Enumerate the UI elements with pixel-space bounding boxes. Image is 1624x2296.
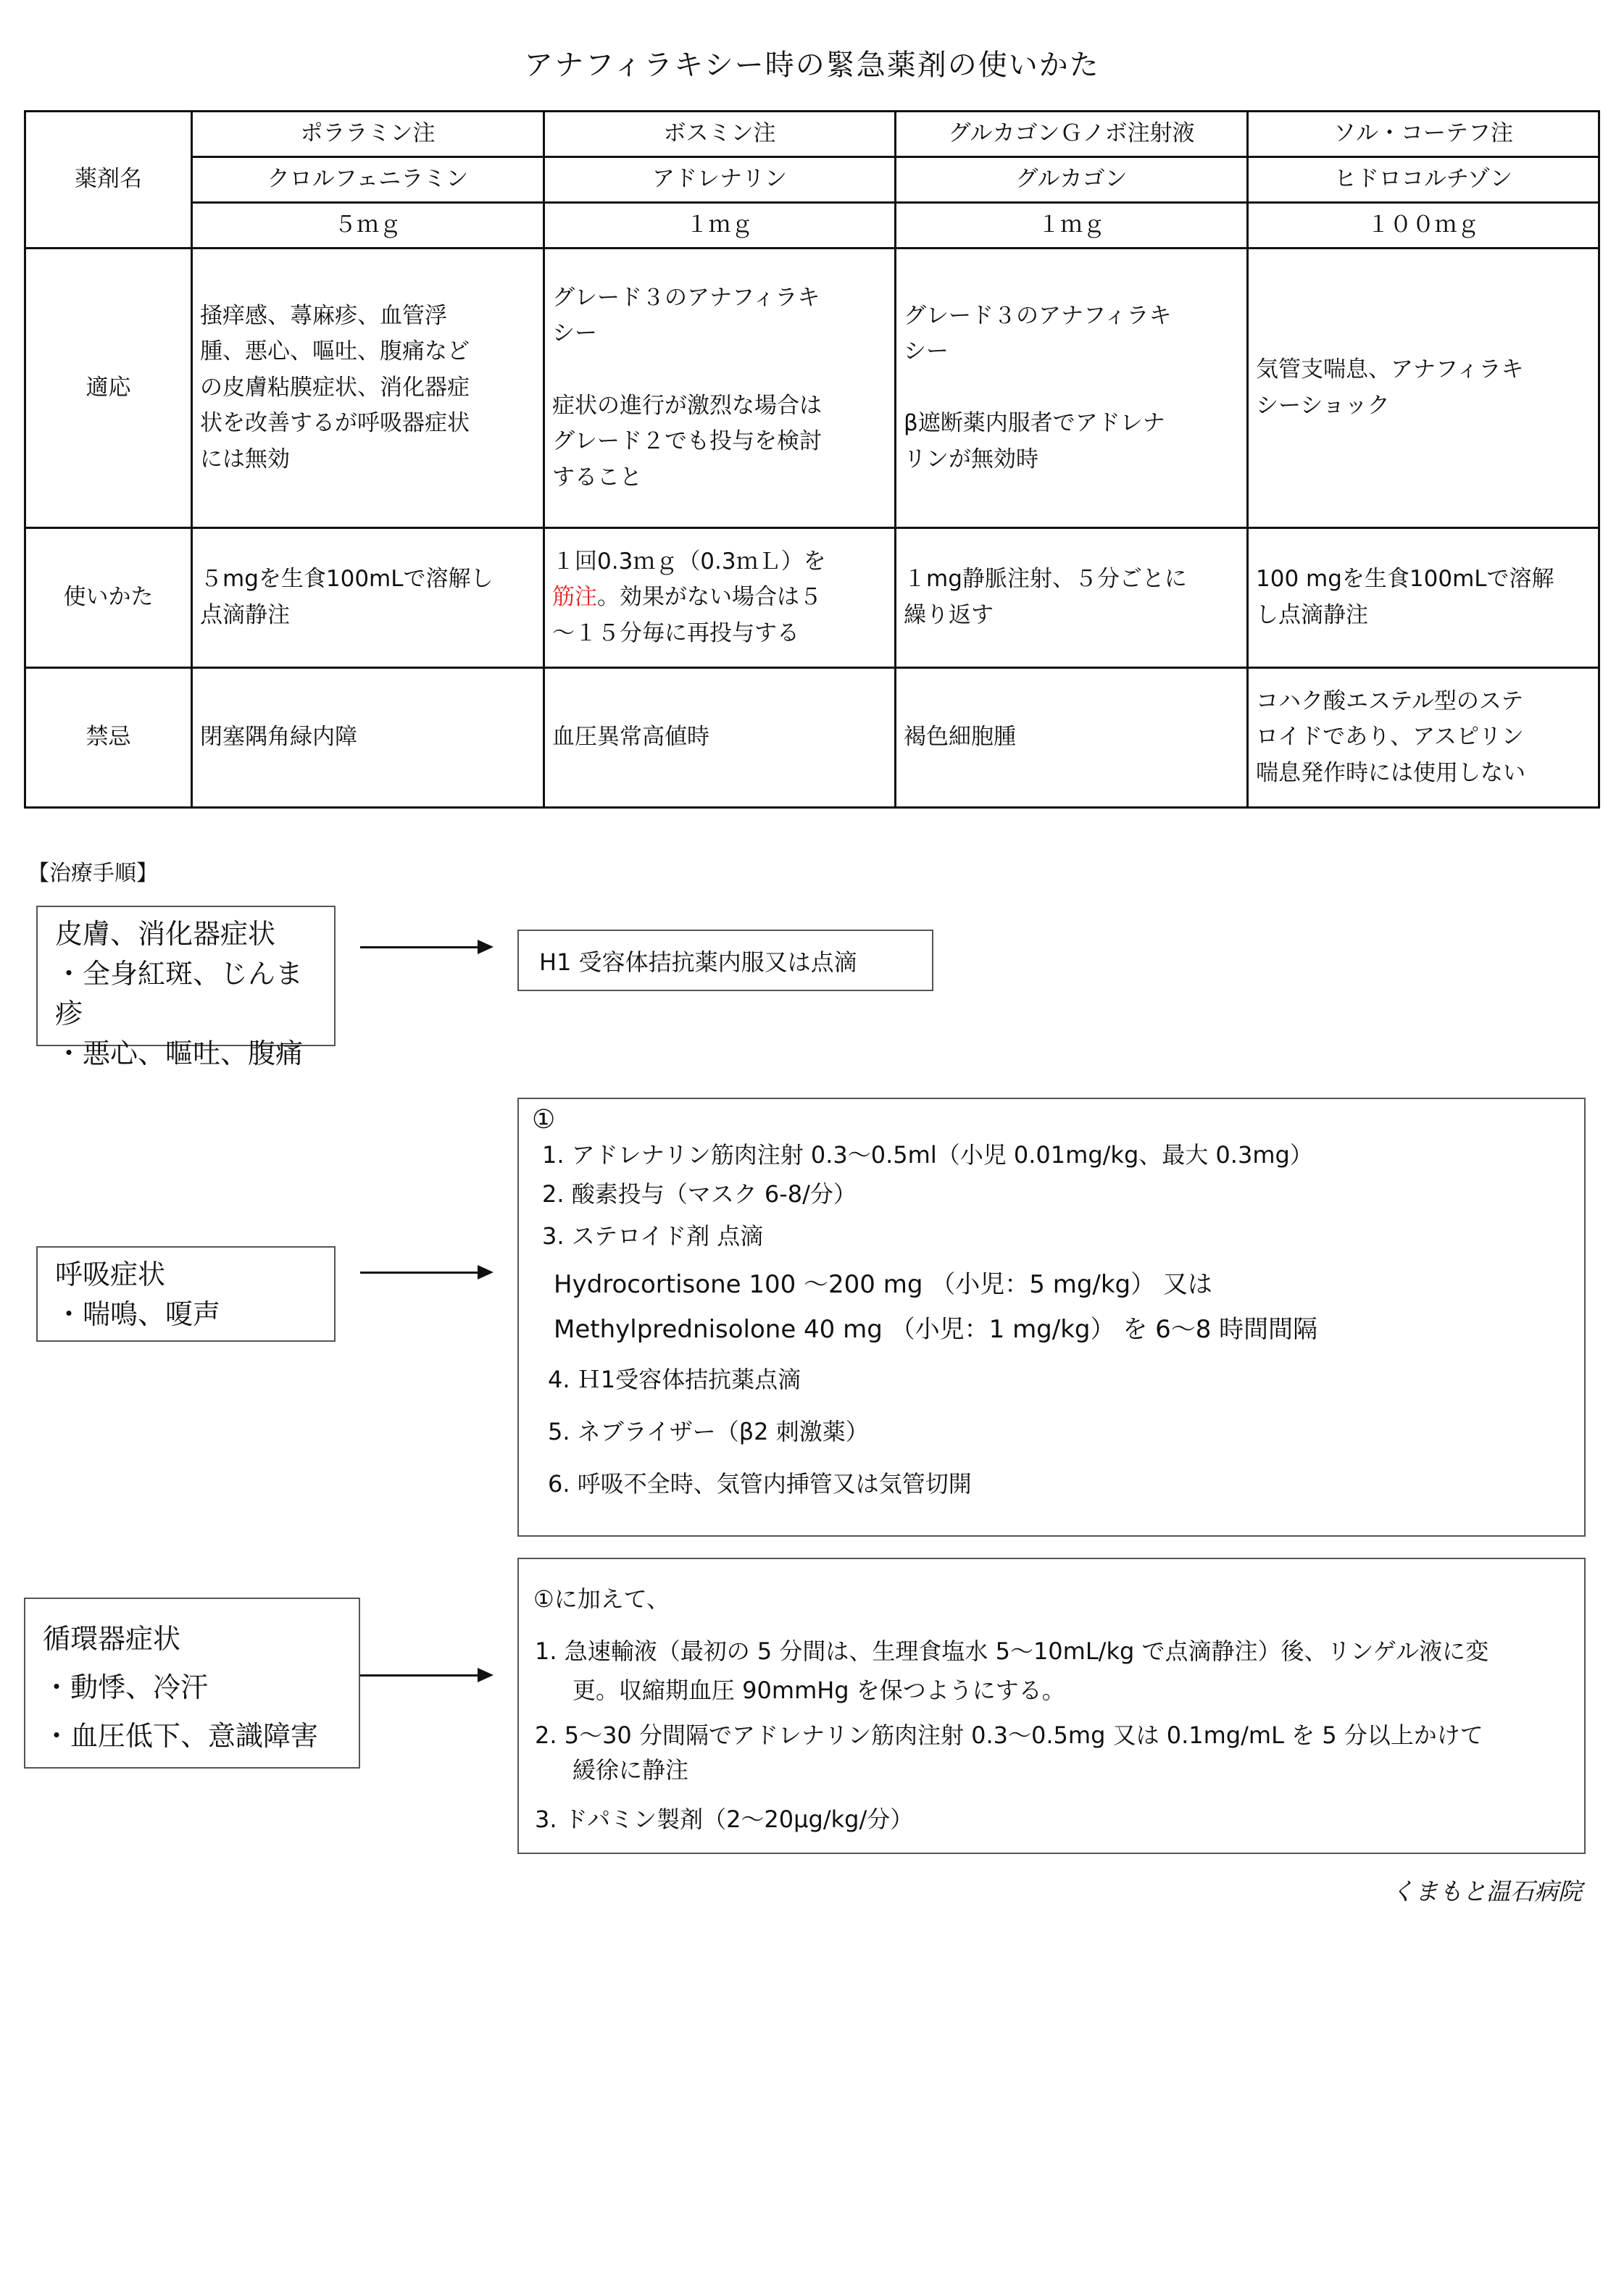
treatment-intro: ①に加えて、 [533,1585,670,1613]
usage-cell: １mg静脈注射、５分ごとに 繰り返す [896,528,1248,668]
row-label-usage: 使いかた [25,528,192,668]
dose: １ｍｇ [896,203,1248,249]
drug-table [24,110,1600,809]
page-title: アナフィラキシー時の緊急薬剤の使いかた [524,49,1100,82]
product-name: ポララミン注 [192,112,544,157]
usage-highlight: 筋注 [552,584,597,611]
usage-text: １回0.3ｍｇ（0.3ｍＬ）を [552,548,826,575]
usage-cell [544,528,896,668]
hospital-credit: くまもと温石病院 [1391,1877,1582,1905]
dose: １ｍｇ [544,203,896,249]
circulatory-treatment-box [517,1558,1586,1854]
product-name: ソル・コーテフ注 [1248,112,1599,157]
treatment-step: 6. 呼吸不全時、気管内挿管又は気管切開 [548,1470,972,1498]
symptom-item: ・動悸、冷汗 [43,1671,209,1704]
row-label-drug: 薬剤名 [25,112,192,249]
contraindication-cell: 褐色細胞腫 [896,668,1248,808]
treatment-step: 2. 酸素投与（マスク 6-8/分） [542,1180,857,1208]
generic-name: クロルフェニラミン [192,157,544,203]
contraindication-cell: 閉塞隅角緑内障 [192,668,544,808]
symptom-heading: 皮膚、消化器症状 [55,918,276,950]
symptom-item: ・血圧低下、意識障害 [43,1720,319,1753]
indication-cell: グレード３のアナフィラキ シー β遮断薬内服者でアドレナ リンが無効時 [896,249,1248,528]
respiratory-symptom-box [36,1246,336,1342]
treatment-step: 3. ドパミン製剤（2～20μg/kg/分） [535,1806,914,1833]
treatment-step: 3. ステロイド剤 点滴 [542,1222,764,1250]
arrow-icon [360,1272,491,1274]
symptom-item: ・悪心、嘔吐、腹痛 [55,1038,304,1070]
contraindication-cell: コハク酸エステル型のステ ロイドであり、アスピリン 喘息発作時には使用しない [1248,668,1599,808]
marker-circled-one: ① [532,1105,556,1135]
skin-symptom-box [36,906,336,1070]
treatment-step: 更。収縮期血圧 90mmHg を保つようにする。 [572,1677,1065,1704]
treatment-step: Hydrocortisone 100 ～200 mg （小児：5 mg/kg） 又は [554,1270,1212,1299]
circulatory-symptom-box [24,1598,360,1769]
respiratory-treatment-box [517,1098,1586,1537]
treatment-step: 緩徐に静注 [572,1756,689,1784]
indication-cell: 掻痒感、蕁麻疹、血管浮 腫、悪心、嘔吐、腹痛など の皮膚粘膜症状、消化器症 状を改善するが呼吸器症状 には無効 [192,249,544,528]
arrow-icon [360,946,491,948]
treatment-step: 2. 5～30 分間隔でアドレナリン筋肉注射 0.3～0.5mg 又は 0.1mg/mL を 5 分以上かけて [535,1721,1483,1749]
treatment-step: 1. アドレナリン筋肉注射 0.3～0.5ml（小児 0.01mg/kg、最大 0.3mg） [542,1141,1313,1169]
arrow-icon [360,1674,491,1677]
product-name: ボスミン注 [544,112,896,157]
treatment-step: Methylprednisolone 40 mg （小児：1 mg/kg） を 6～8 時間間隔 [554,1315,1318,1344]
row-label-contraindication: 禁忌 [25,668,192,808]
row-label-indication: 適応 [25,249,192,528]
contraindication-cell: 血圧異常高値時 [544,668,896,808]
generic-name: アドレナリン [544,157,896,203]
treatment-step: 1. 急速輸液（最初の 5 分間は、生理食塩水 5～10mL/kg で点滴静注）後、リンゲル液に変 [535,1637,1489,1665]
procedure-label: 【治療手順】 [28,861,158,886]
generic-name: グルカゴン [896,157,1248,203]
generic-name: ヒドロコルチゾン [1248,157,1599,203]
symptom-item: ・喘鳴、嗄声 [55,1298,221,1331]
symptom-item: ・全身紅斑、じんま疹 [55,958,304,1030]
product-name: グルカゴンＧノボ注射液 [896,112,1248,157]
usage-text: 。効果がない場合は５ ～１５分毎に再投与する [552,584,822,646]
dose: ５ｍｇ [192,203,544,249]
indication-cell: 気管支喘息、アナフィラキ シーショック [1248,249,1599,528]
skin-treatment-box [517,930,933,991]
symptom-heading: 呼吸症状 [55,1258,166,1290]
treatment-step: 4. Ｈ1受容体拮抗薬点滴 [548,1366,801,1393]
indication-cell: グレード３のアナフィラキ シー 症状の進行が激烈な場合は グレード２でも投与を検討 すること [544,249,896,528]
usage-cell: 100 mgを生食100mLで溶解 し点滴静注 [1248,528,1599,668]
dose: １００ｍｇ [1248,203,1599,249]
treatment-step: 5. ネブライザー（β2 刺激薬） [548,1418,869,1445]
treatment-text: H1 受容体拮抗薬内服又は点滴 [539,948,857,976]
symptom-heading: 循環器症状 [43,1623,181,1655]
usage-cell: ５mgを生食100mLで溶解し 点滴静注 [192,528,544,668]
